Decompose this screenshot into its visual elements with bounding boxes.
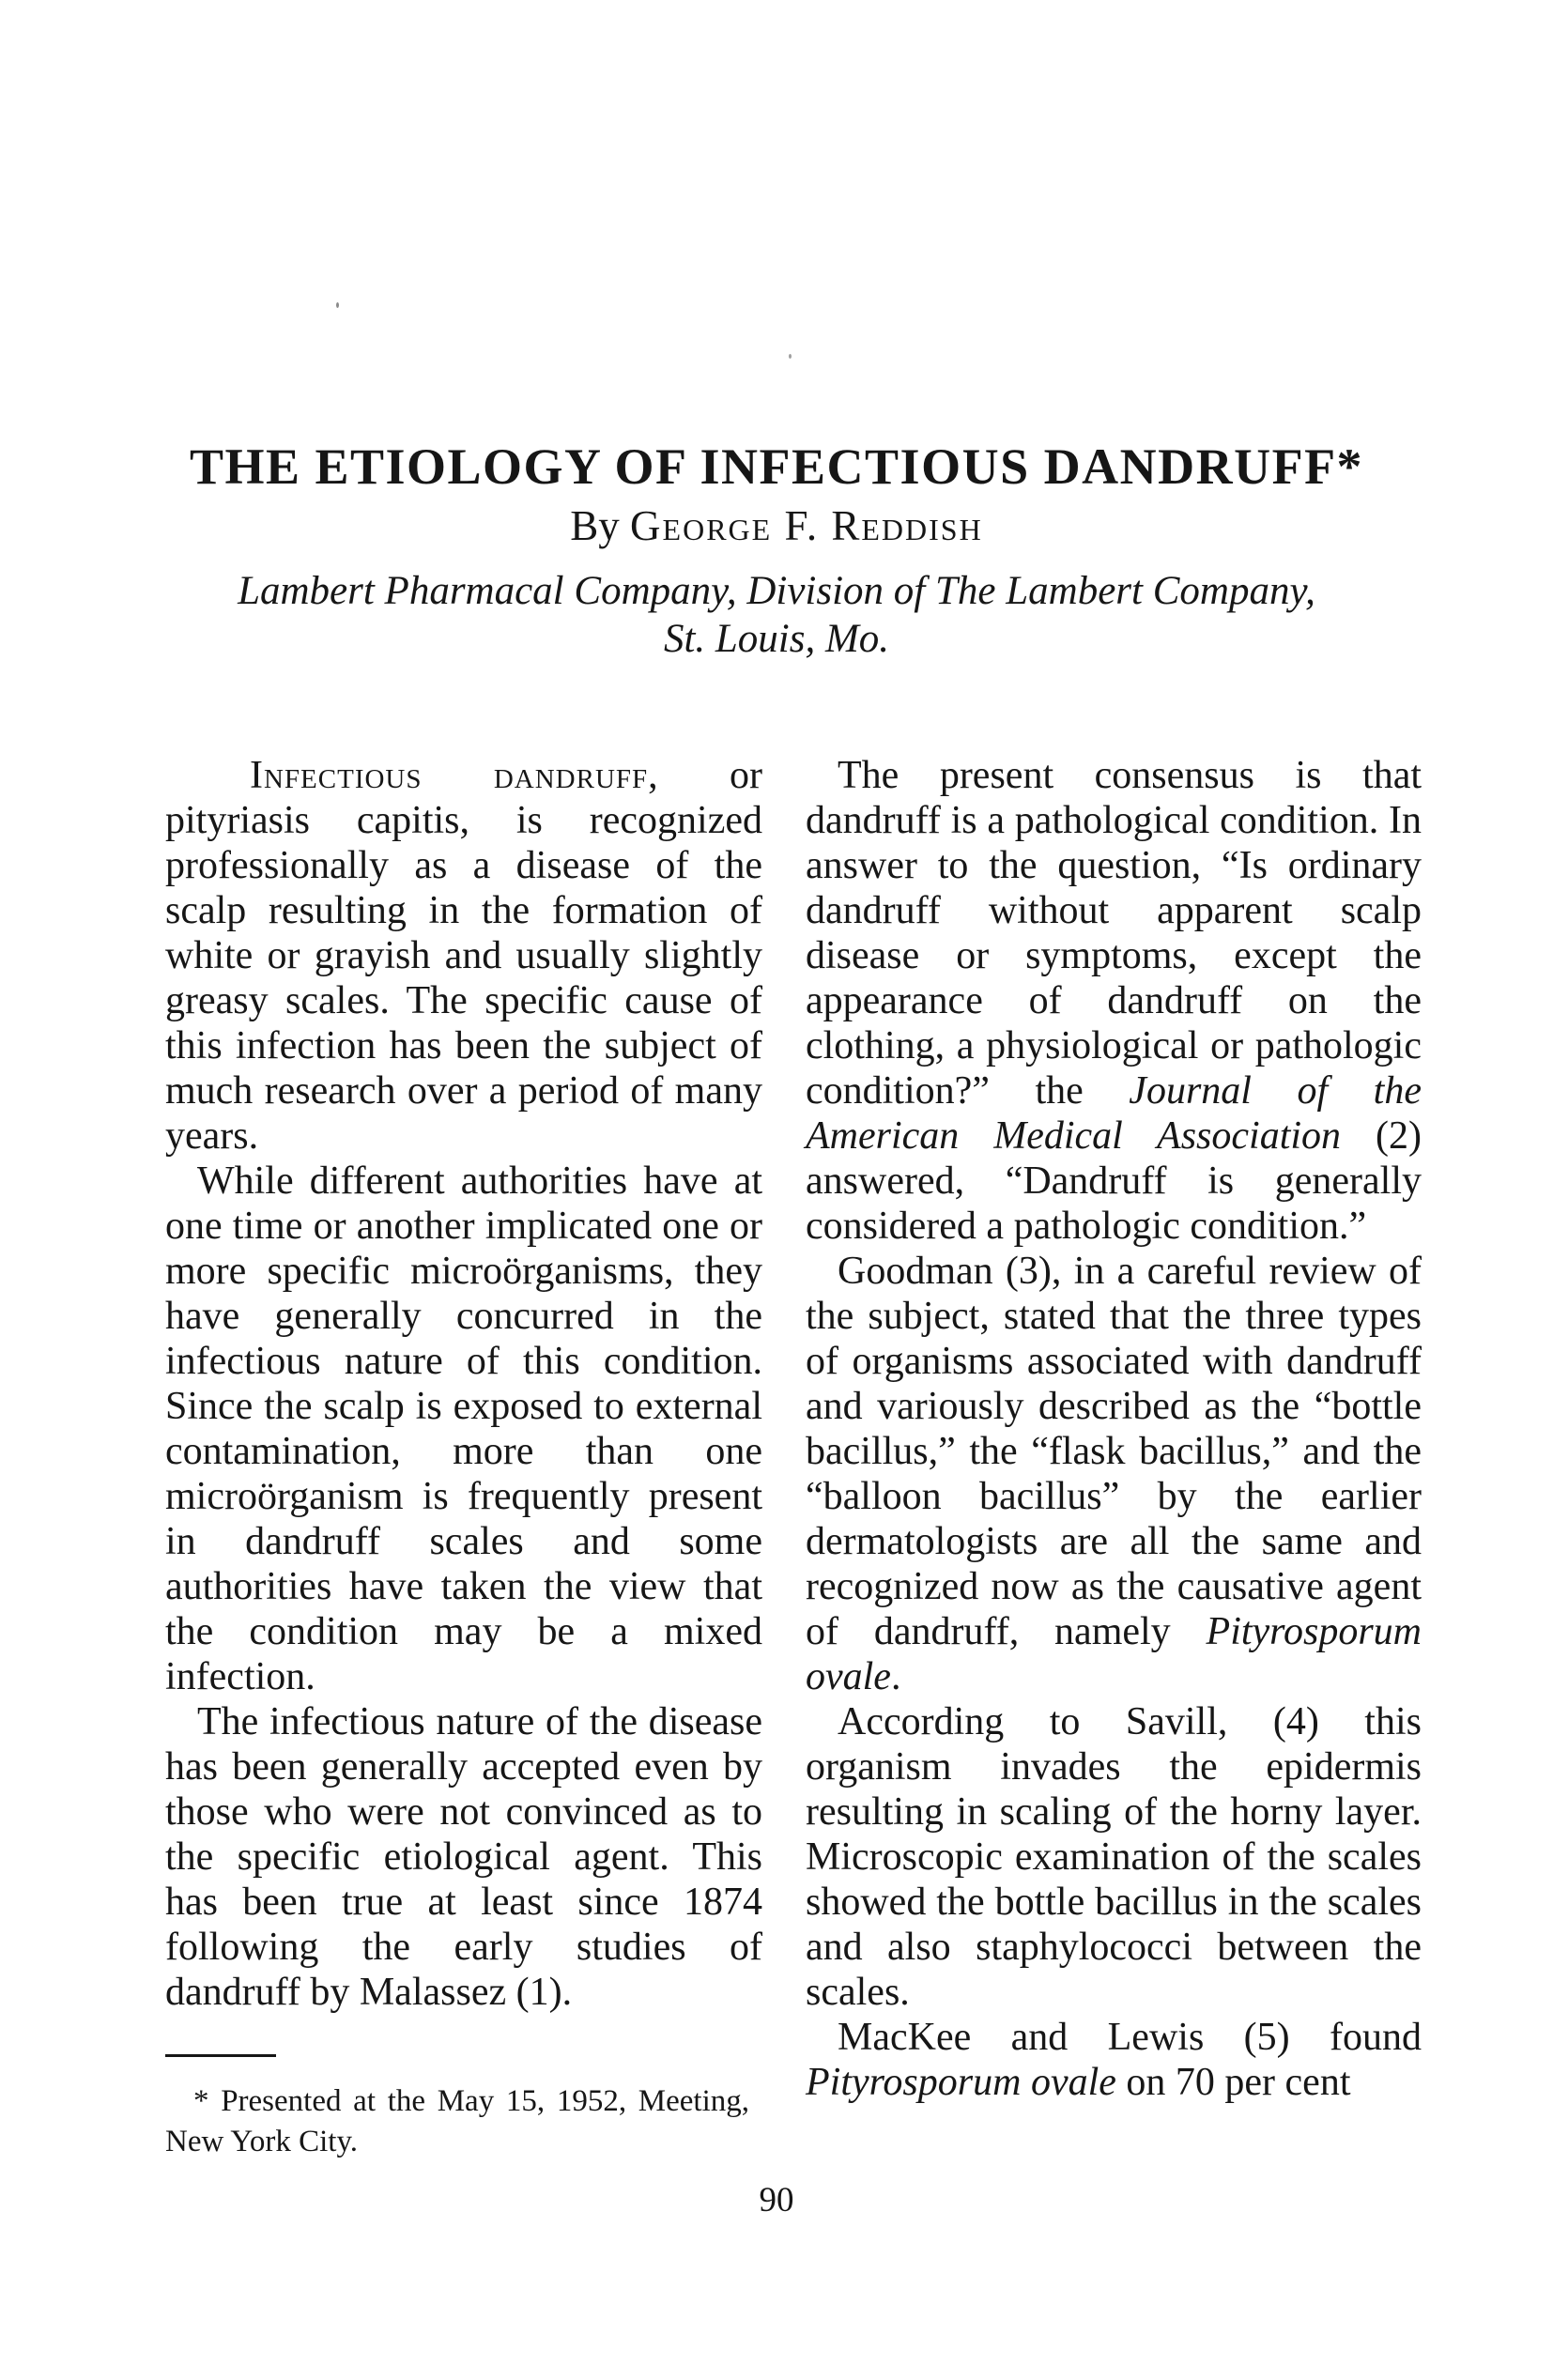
species-name-italic: Pityrosporum ovale: [806, 1610, 1422, 1698]
species-name-italic: Pityrosporum ovale: [806, 2061, 1116, 2104]
affiliation-line-2: St. Louis, Mo.: [663, 617, 890, 661]
text-segment: MacKee and Lewis (5) found: [838, 2016, 1422, 2059]
paragraph: [806, 753, 1422, 1249]
right-column: [806, 753, 1422, 2105]
page-number: 90: [759, 2181, 794, 2219]
text-segment: Goodman (3), in a careful review of the subject, stated that the three types of organisms associated with dandruff and variously described as the “bottle bacillus,” the “flask bacillus,” and the “balloon bacillus” by the earlier dermatologists are all the same and recognized now as the causative agent of dandruff, namely: [806, 1250, 1422, 1653]
paragraph: [806, 2015, 1422, 2105]
footnote-rule: [165, 2054, 276, 2057]
footnote: * Presented at the May 15, 1952, Meeting, New York City.: [165, 2084, 749, 2158]
left-column: [165, 753, 762, 2162]
byline: [0, 501, 1553, 550]
paragraph: According to Savill, (4) this organism invades the epidermis resulting in scaling of the horny layer. Microscopic examination of the scales showed the bottle bacillus in the scales and also staphylococci between the scales.: [806, 1700, 1422, 2014]
scan-speck: [789, 354, 792, 359]
text-segment: (2) answered, “Dandruff is generally considered a pathologic condition.”: [806, 1114, 1422, 1248]
author-name: George F. Reddish: [630, 502, 983, 549]
byline-prefix: By: [570, 502, 631, 549]
text-segment: or pityriasis capitis, is recognized professionally as a disease of the scalp resulting in the formation of white or grayish and usually slightly greasy scales. The specific cause of this infection has been the subject of much research over a period of many years.: [165, 754, 762, 1158]
paragraph: The infectious nature of the disease has been generally accepted even by those who were not convinced as to the specific etiological agent. This has been true at least since 1874 following the early studies of dandruff by Malassez (1).: [165, 1700, 762, 2014]
paragraph: [806, 1249, 1422, 1699]
affiliation-line-1: Lambert Pharmacal Company, Division of The Lambert Company,: [238, 569, 1315, 613]
affiliation: [0, 567, 1553, 663]
journal-name-italic: Journal of the American Medical Association: [806, 1069, 1422, 1158]
page-title: THE ETIOLOGY OF INFECTIOUS DANDRUFF*: [189, 438, 1364, 496]
text-segment: The present consensus is that dandruff is a pathological condition. In answer to the question, “Is ordinary dandruff without apparent scalp disease or symptoms, except the appearance of dandruff on the clothing, a physiological or pathologic condition?” the: [806, 754, 1422, 1113]
paragraph: While different authorities have at one time or another implicated one or more specific microörganisms, they have generally concurred in the infectious nature of this condition. Since the scalp is exposed to external contamination, more than one microörganism is frequently present in dandruff scales and some authorities have taken the view that the condition may be a mixed infection.: [165, 1159, 762, 1698]
opening-smallcaps: Infectious dandruff,: [250, 754, 659, 797]
text-segment: on 70 per cent: [1115, 2061, 1351, 2104]
scan-speck: [336, 302, 339, 308]
paragraph: [165, 753, 762, 1159]
text-segment: .: [890, 1655, 901, 1698]
